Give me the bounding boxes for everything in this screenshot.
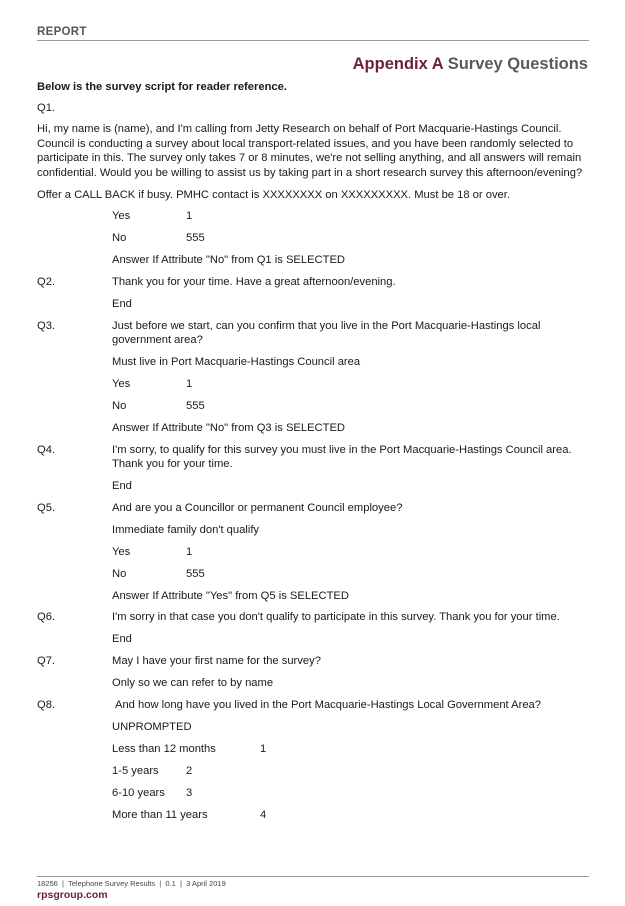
q5-condition: Answer If Attribute "Yes" from Q5 is SELECTED (112, 589, 349, 602)
q6-number: Q6. (37, 611, 56, 624)
q3-option (112, 377, 589, 392)
header-rule (37, 40, 589, 41)
option-label: 1-5 years (112, 764, 159, 777)
q8-row (37, 698, 589, 713)
q4-end: End (112, 480, 132, 493)
q2-end: End (112, 297, 132, 310)
q1-script: Hi, my name is (name), and I'm calling from Jetty Research on behalf of Port Macquarie-Hastings Council. Council is conducting a survey about local transport-related issues, and you have been randomly selected to participate in this. The survey only takes 7 or 8 minutes, we're not selling anything, and all answers will remain confidential. Would you be willing to assist us by taking part in a short research survey this afternoon/evening? (37, 123, 583, 179)
q7-note: Only so we can refer to by name (112, 677, 274, 690)
q7-row (37, 654, 589, 669)
option-label: Yes (112, 210, 131, 223)
q3-note: Must live in Port Macquarie-Hastings Council area (112, 356, 361, 369)
option-label: Yes (112, 545, 131, 558)
option-code: 4 (260, 808, 267, 821)
footer-site-link[interactable]: rpsgroup.com (37, 889, 108, 901)
q8-note: UNPROMPTED (112, 720, 192, 733)
q1-condition: Answer If Attribute "No" from Q1 is SELECTED (112, 253, 346, 266)
q8-number: Q8. (37, 699, 56, 712)
option-code: 2 (186, 764, 193, 777)
option-label: No (112, 232, 127, 245)
q3-row (37, 319, 589, 348)
q1-option (112, 209, 589, 224)
header-label: REPORT (37, 26, 87, 38)
q1-note: Offer a CALL BACK if busy. PMHC contact is XXXXXXXX on XXXXXXXXX. Must be 18 or over. (37, 188, 510, 201)
q5-option (112, 545, 589, 560)
q5-option (112, 567, 589, 582)
page-title (353, 55, 588, 74)
q8-option (112, 742, 589, 757)
option-code: 1 (260, 742, 267, 755)
option-label: No (112, 399, 127, 412)
q2-row (37, 275, 589, 290)
q5-text: And are you a Councillor or permanent Council employee? (112, 502, 403, 515)
option-code: 1 (186, 545, 193, 558)
option-label: Less than 12 months (112, 742, 216, 755)
q6-text: I'm sorry in that case you don't qualify to participate in this survey. Thank you for your time. (112, 611, 560, 624)
q2-text: Thank you for your time. Have a great afternoon/evening. (112, 275, 396, 288)
option-label: More than 11 years (112, 808, 208, 821)
q8-option (112, 808, 589, 823)
option-label: Yes (112, 377, 131, 390)
title-rest: Survey Questions (447, 55, 588, 73)
option-code: 3 (186, 786, 193, 799)
title-lead: Appendix A (352, 55, 444, 73)
q8-text: And how long have you lived in the Port Macquarie-Hastings Local Government Area? (115, 699, 541, 712)
footer-meta: 18256 | Telephone Survey Results | 0.1 | 3 April 2019 (37, 879, 226, 888)
option-code: 555 (186, 567, 205, 580)
q8-option (112, 786, 589, 801)
q7-number: Q7. (37, 655, 56, 668)
option-code: 1 (186, 210, 193, 223)
q1-option (112, 231, 589, 246)
q5-row (37, 501, 589, 516)
option-label: No (112, 567, 127, 580)
q4-text: I'm sorry, to qualify for this survey you must live in the Port Macquarie-Hastings Council area. Thank you for your time. (112, 443, 572, 471)
option-code: 555 (186, 399, 205, 412)
footer-rule (37, 876, 589, 877)
survey-content (37, 80, 589, 829)
q3-number: Q3. (37, 319, 56, 332)
option-label: 6-10 years (112, 786, 165, 799)
q6-row (37, 610, 589, 625)
q3-option (112, 399, 589, 414)
intro-text: Below is the survey script for reader reference. (37, 81, 287, 93)
q3-text: Just before we start, can you confirm that you live in the Port Macquarie-Hastings local government area? (112, 319, 541, 347)
q5-number: Q5. (37, 502, 56, 515)
option-code: 1 (186, 377, 193, 390)
q7-text: May I have your first name for the survey? (112, 655, 321, 668)
q4-row (37, 443, 589, 472)
option-code: 555 (186, 232, 205, 245)
q1-number: Q1. (37, 101, 56, 114)
q4-number: Q4. (37, 443, 56, 456)
q2-number: Q2. (37, 275, 56, 288)
q5-note: Immediate family don't qualify (112, 523, 260, 536)
q8-option (112, 764, 589, 779)
q3-condition: Answer If Attribute "No" from Q3 is SELECTED (112, 421, 346, 434)
q6-end: End (112, 633, 132, 646)
